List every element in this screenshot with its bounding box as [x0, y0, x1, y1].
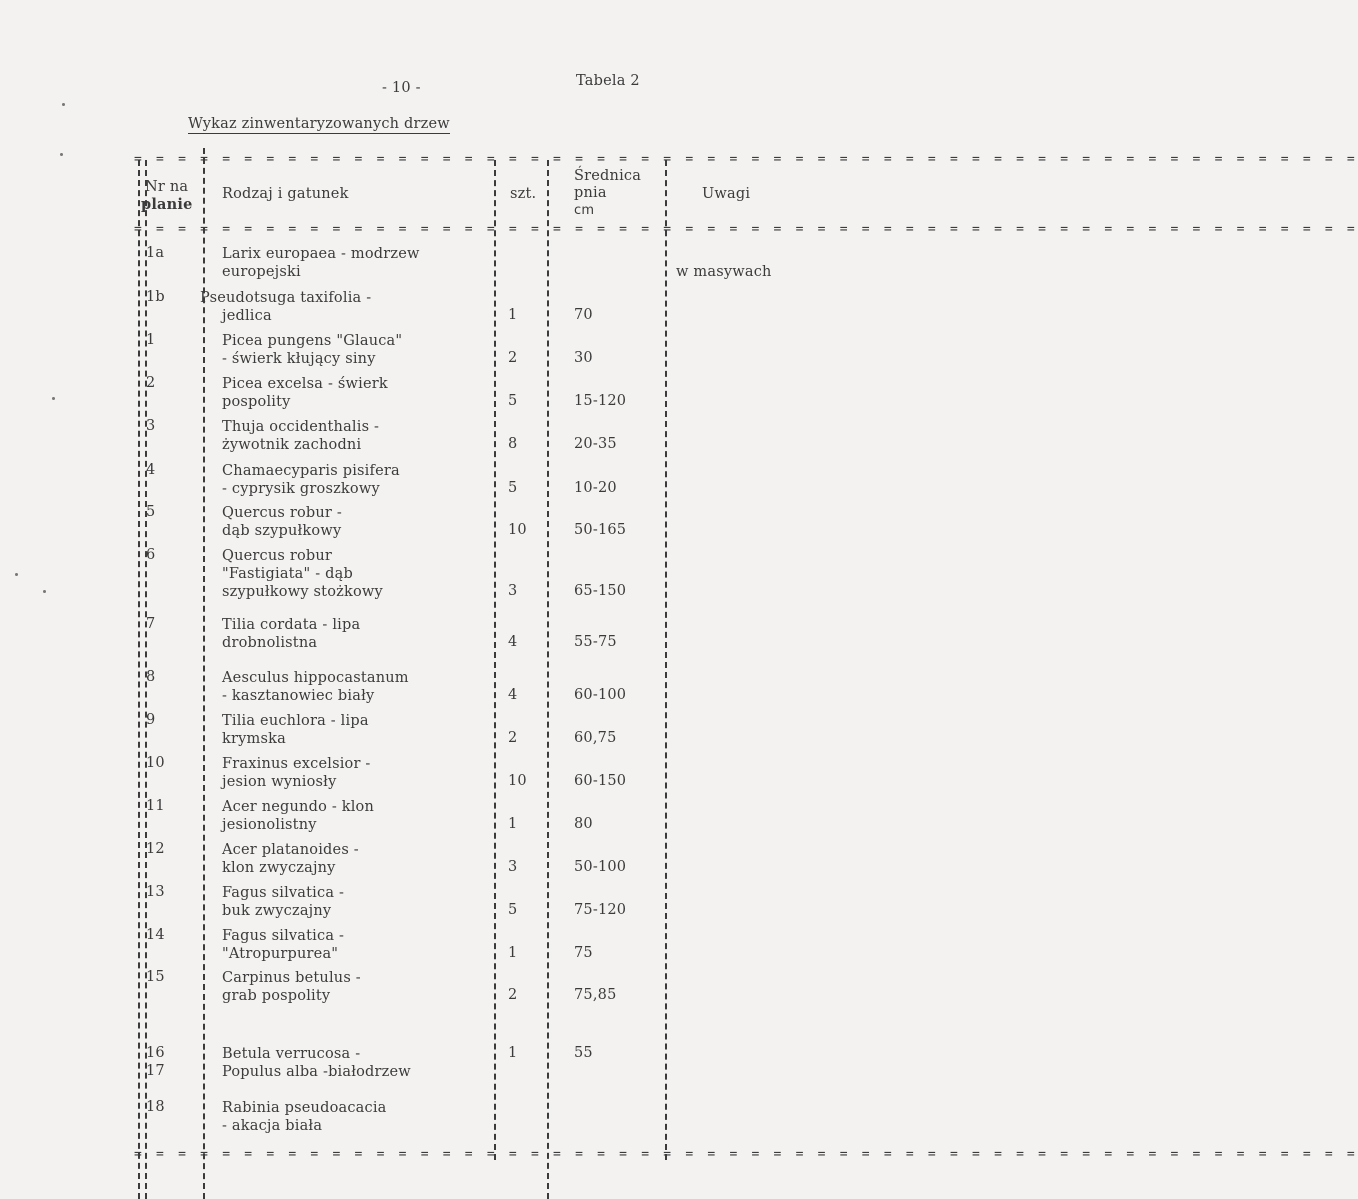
- row-species: [222, 927, 344, 963]
- column-divider-diameter: [665, 160, 667, 1160]
- row-diameter: 75,85: [574, 987, 617, 1003]
- row-nr: 5: [146, 504, 156, 520]
- row-diameter: 50-165: [574, 522, 627, 538]
- species-line: "Atropurpurea": [222, 946, 339, 962]
- row-count: 3: [508, 859, 518, 875]
- species-line: klon zwyczajny: [222, 860, 336, 876]
- scan-speck: [52, 397, 55, 400]
- header-nr: [141, 178, 193, 214]
- row-diameter: 75-120: [574, 902, 627, 918]
- scan-speck: [43, 590, 46, 593]
- row-diameter: 10-20: [574, 480, 617, 496]
- table-top-border: = = = = = = = = = = = = = = = = = = = = = = = = = = = = = = = = = = = = = = = = = = = = = = = = = = = = = = = =: [134, 152, 1358, 167]
- row-count: 4: [508, 687, 518, 703]
- column-divider-species: [494, 160, 496, 1160]
- row-nr: 1a: [146, 245, 165, 261]
- species-line: grab pospolity: [222, 988, 331, 1004]
- row-species: [222, 375, 388, 411]
- header-nr-line: Nr na: [145, 179, 189, 195]
- species-line: Fraxinus excelsior -: [222, 756, 371, 772]
- page-number: - 10 -: [382, 80, 421, 96]
- row-count: 10: [508, 773, 527, 789]
- row-species: [200, 289, 371, 325]
- row-species: [222, 1045, 360, 1063]
- row-nr: 16: [146, 1045, 165, 1061]
- species-line: szypułkowy stożkowy: [222, 584, 383, 600]
- row-nr: 7: [146, 616, 156, 632]
- row-nr: 14: [146, 927, 165, 943]
- row-count: 8: [508, 436, 518, 452]
- species-line: buk zwyczajny: [222, 903, 332, 919]
- row-nr: 6: [146, 547, 156, 563]
- row-diameter: 55-75: [574, 634, 617, 650]
- scan-speck: [15, 573, 18, 576]
- row-count: 4: [508, 634, 518, 650]
- header-diameter-line: Średnica: [574, 168, 642, 184]
- species-line: Quercus robur: [222, 548, 333, 564]
- species-line: Acer negundo - klon: [222, 799, 375, 815]
- row-nr: 11: [146, 798, 165, 814]
- row-species: [222, 418, 379, 454]
- species-line: jesionolistny: [222, 817, 317, 833]
- species-line: drobnolistna: [222, 635, 318, 651]
- row-count: 10: [508, 522, 527, 538]
- row-nr: 15: [146, 969, 165, 985]
- row-count: 2: [508, 350, 518, 366]
- row-species: [222, 969, 361, 1005]
- species-line: Quercus robur -: [222, 505, 342, 521]
- row-species: [222, 1099, 387, 1135]
- column-divider-count: [547, 160, 549, 1199]
- header-diameter-line: pnia: [574, 185, 607, 201]
- row-count: 1: [508, 816, 518, 832]
- row-species: [222, 245, 420, 281]
- row-diameter: 50-100: [574, 859, 627, 875]
- row-count: 1: [508, 945, 518, 961]
- row-nr: 18: [146, 1099, 165, 1115]
- row-species: [222, 798, 374, 834]
- scan-speck: [60, 153, 63, 156]
- species-line: żywotnik zachodni: [222, 437, 362, 453]
- species-line: Aesculus hippocastanum: [222, 670, 409, 686]
- row-diameter: 80: [574, 816, 593, 832]
- row-diameter: 60-150: [574, 773, 627, 789]
- species-line: - świerk kłujący siny: [222, 351, 376, 367]
- row-species: [222, 616, 360, 652]
- species-line: Rabinia pseudoacacia: [222, 1100, 387, 1116]
- table-bottom-border: = = = = = = = = = = = = = = = = = = = = = = = = = = = = = = = = = = = = = = = = = = = = = = = = = = = = = = = =: [134, 1147, 1358, 1162]
- row-species: [222, 755, 371, 791]
- row-species: [222, 462, 400, 498]
- row-note: w masywach: [676, 264, 772, 280]
- species-line: Populus alba -białodrzew: [222, 1064, 411, 1080]
- row-count: 2: [508, 987, 518, 1003]
- species-line: - cyprysik groszkowy: [222, 481, 380, 497]
- row-nr: 12: [146, 841, 165, 857]
- species-line: Fagus silvatica -: [222, 928, 345, 944]
- species-line: Thuja occidenthalis -: [222, 419, 380, 435]
- species-line: Larix europaea - modrzew: [222, 246, 420, 262]
- species-line: Tilia cordata - lipa: [222, 617, 361, 633]
- row-diameter: 30: [574, 350, 593, 366]
- species-line: Betula verrucosa -: [222, 1046, 361, 1062]
- row-count: 2: [508, 730, 518, 746]
- species-line: europejski: [222, 264, 301, 280]
- table-label: Tabela 2: [576, 73, 640, 89]
- row-diameter: 75: [574, 945, 593, 961]
- species-line: Picea excelsa - świerk: [222, 376, 388, 392]
- row-nr: 10: [146, 755, 165, 771]
- species-line: pospolity: [222, 394, 291, 410]
- species-line: "Fastigiata" - dąb: [222, 566, 353, 582]
- species-line: Fagus silvatica -: [222, 885, 345, 901]
- species-line: Chamaecyparis pisifera: [222, 463, 400, 479]
- row-nr: 4: [146, 462, 156, 478]
- row-diameter: 15-120: [574, 393, 627, 409]
- species-line: Pseudotsuga taxifolia -: [200, 290, 372, 306]
- row-count: 3: [508, 583, 518, 599]
- row-count: 5: [508, 902, 518, 918]
- species-line: krymska: [222, 731, 286, 747]
- row-diameter: 60-100: [574, 687, 627, 703]
- species-line: jedlica: [222, 308, 272, 324]
- row-species: [222, 1063, 411, 1081]
- species-line: Picea pungens "Glauca": [222, 333, 403, 349]
- row-count: 1: [508, 307, 518, 323]
- row-count: 5: [508, 393, 518, 409]
- row-species: [222, 332, 402, 368]
- header-count: szt.: [510, 186, 537, 202]
- header-bottom-border: = = = = = = = = = = = = = = = = = = = = = = = = = = = = = = = = = = = = = = = = = = = = = = = = = = = = = = = =: [134, 222, 1358, 237]
- row-nr: 13: [146, 884, 165, 900]
- row-species: [222, 669, 409, 705]
- species-line: - akacja biała: [222, 1118, 323, 1134]
- row-count: 5: [508, 480, 518, 496]
- row-species: [222, 712, 369, 748]
- row-species: [222, 841, 359, 877]
- species-line: Carpinus betulus -: [222, 970, 361, 986]
- species-line: Acer platanoides -: [222, 842, 359, 858]
- row-species: [222, 504, 342, 540]
- row-diameter: 65-150: [574, 583, 627, 599]
- row-species: [222, 884, 344, 920]
- header-diameter-line: cm: [574, 203, 595, 218]
- species-line: dąb szypułkowy: [222, 523, 342, 539]
- header-diameter: [574, 168, 641, 219]
- row-diameter: 60,75: [574, 730, 617, 746]
- species-line: - kasztanowiec biały: [222, 688, 375, 704]
- row-diameter: 70: [574, 307, 593, 323]
- row-nr: 2: [146, 375, 156, 391]
- row-count: 1: [508, 1045, 518, 1061]
- species-line: Tilia euchlora - lipa: [222, 713, 369, 729]
- header-nr-line: planie: [141, 196, 193, 213]
- row-diameter: 55: [574, 1045, 593, 1061]
- header-notes: Uwagi: [702, 186, 751, 202]
- row-nr: 1: [146, 332, 156, 348]
- row-nr: 17: [146, 1063, 165, 1079]
- species-line: jesion wyniosły: [222, 774, 337, 790]
- row-nr: 3: [146, 418, 156, 434]
- row-diameter: 20-35: [574, 436, 617, 452]
- page-title: Wykaz zinwentaryzowanych drzew: [188, 116, 450, 132]
- row-nr: 9: [146, 712, 156, 728]
- row-species: [222, 547, 383, 601]
- header-species: Rodzaj i gatunek: [222, 186, 349, 202]
- row-nr: 8: [146, 669, 156, 685]
- scan-speck: [62, 103, 65, 106]
- row-nr: 1b: [146, 289, 165, 305]
